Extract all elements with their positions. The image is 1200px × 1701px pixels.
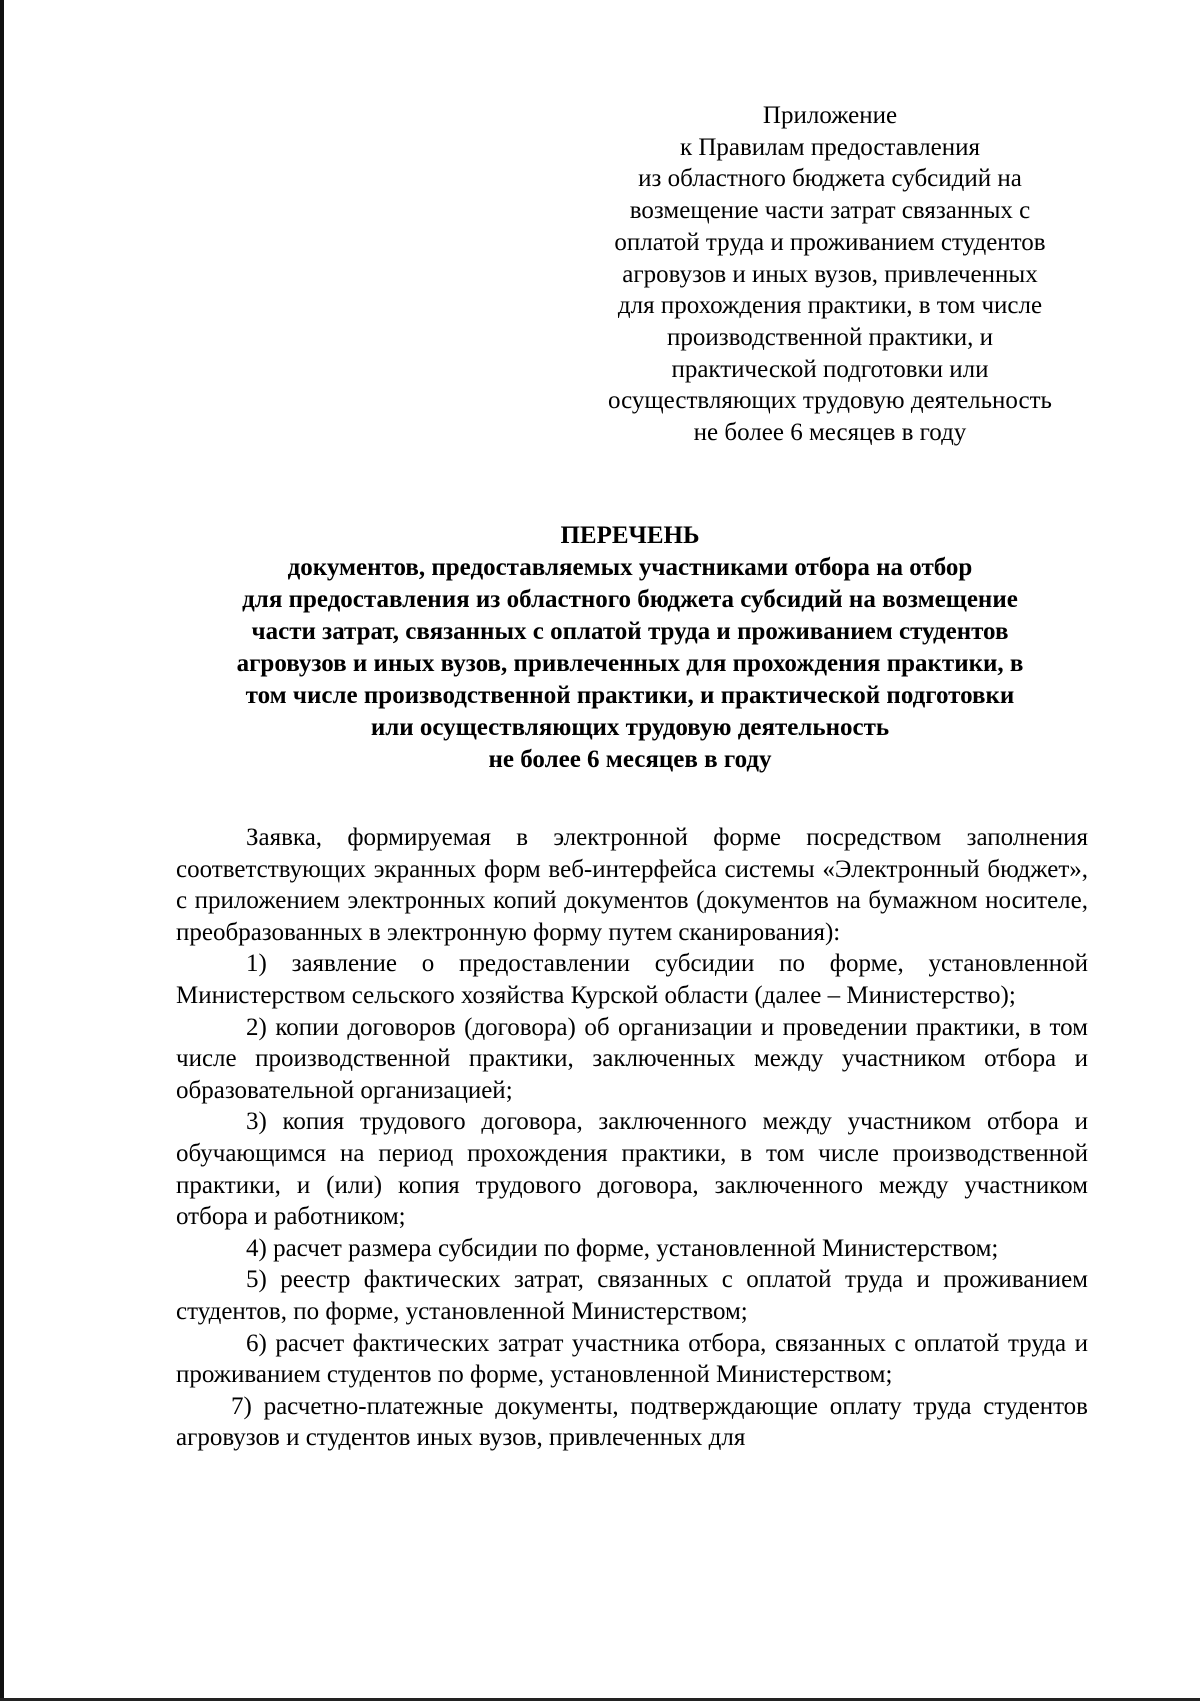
title-line: для предоставления из областного бюджета субсидий на возмещение (242, 586, 1018, 613)
appendix-line: возмещение части затрат связанных с (629, 197, 1031, 225)
appendix-line: Приложение (762, 102, 898, 129)
list-item-3: 3) копия трудового договора, заключенного между участником отбора и обучающимся на период прохождения практики, в том числе производственной практики, и (или) копия трудового договора, заключенного между участником отбора и работником; (176, 1108, 1088, 1231)
list-item-4: 4) расчет размера субсидии по форме, установленной Министерством; (246, 1234, 999, 1262)
title-line: агровузов и иных вузов, привлеченных для прохождения практики, в (236, 650, 1024, 677)
appendix-block (570, 100, 1090, 449)
title-line: части затрат, связанных с оплатой труда и проживанием студентов (251, 618, 1009, 645)
appendix-line: оплатой труда и проживанием студентов (614, 228, 1046, 256)
title-line: или осуществляющих трудовую деятельность (370, 714, 890, 741)
document-title (120, 520, 1140, 776)
intro-paragraph: Заявка, формируемая в электронной форме посредством заполнения соответствующих экранных форм веб-интерфейса системы «Электронный бюджет», с приложением электронных копий документов (документов на бумажном носителе, преобразованных в электронную форму путем сканирования): (176, 824, 1088, 946)
list-item-1: 1) заявление о предоставлении субсидии по форме, установленной Министерством сельского хозяйства Курской области (далее – Министерство); (176, 950, 1088, 1009)
appendix-line: не более 6 месяцев в году (693, 419, 967, 447)
title-heading: ПЕРЕЧЕНЬ (560, 522, 700, 549)
appendix-line: осуществляющих трудовую деятельность (608, 387, 1052, 415)
list-item-5: 5) реестр фактических затрат, связанных с оплатой труда и проживанием студентов, по форме, установленной Министерством; (176, 1266, 1088, 1325)
appendix-line: агровузов и иных вузов, привлеченных (622, 260, 1038, 288)
appendix-line: практической подготовки или (671, 355, 989, 383)
list-item-6: 6) расчет фактических затрат участника отбора, связанных с оплатой труда и проживанием студентов по форме, установленной Министерством; (176, 1329, 1088, 1389)
title-line: том числе производственной практики, и практической подготовки (245, 682, 1015, 709)
title-line: не более 6 месяцев в году (488, 746, 772, 773)
document-body (176, 822, 1088, 1454)
list-item-7: 7) расчетно-платежные документы, подтверждающие оплату труда студентов агровузов и студентов иных вузов, привлеченных для (176, 1392, 1088, 1452)
appendix-line: к Правилам предоставления (679, 133, 981, 161)
appendix-line: для прохождения практики, в том числе (617, 292, 1043, 320)
list-item-2: 2) копии договоров (договора) об организации и проведении практики, в том числе производственной практики, заключенных между участником отбора и образовательной организацией; (176, 1013, 1088, 1104)
title-line: документов, предоставляемых участниками отбора на отбор (287, 554, 973, 581)
scan-border-left (0, 0, 4, 1701)
appendix-line: из областного бюджета субсидий на (638, 165, 1022, 193)
appendix-line: производственной практики, и (667, 323, 993, 351)
